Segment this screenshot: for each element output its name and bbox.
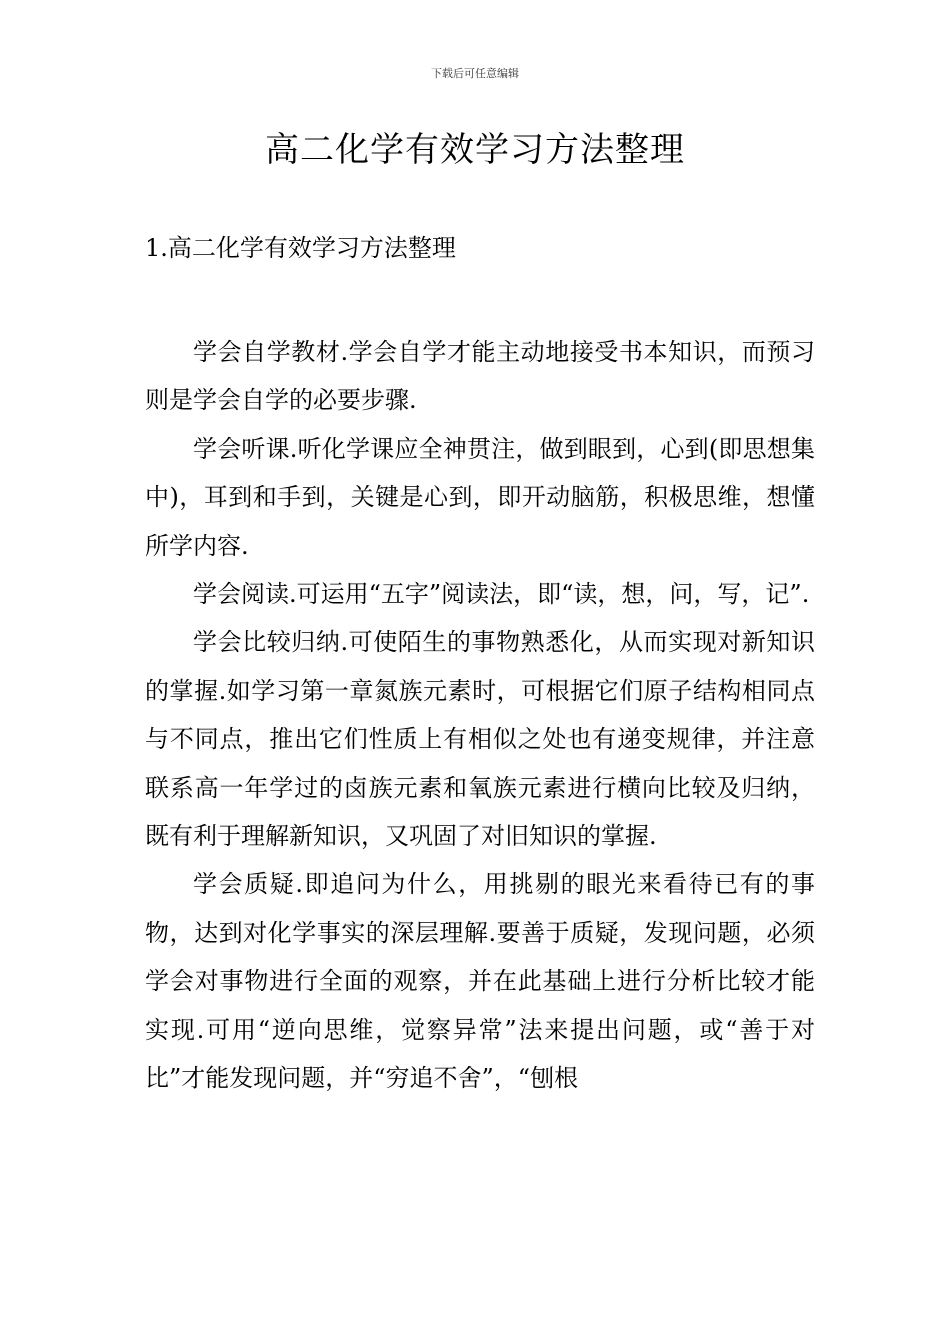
- paragraph-self-study: 学会自学教材.学会自学才能主动地接受书本知识，而预习则是学会自学的必要步骤.: [145, 338, 815, 415]
- paragraph-listening: 学会听课.听化学课应全神贯注，做到眼到，心到(即思想集中)，耳到和手到，关键是心到，即开动脑筋，积极思维，想懂所学内容.: [145, 434, 815, 560]
- paragraph-questioning: 学会质疑.即追问为什么，用挑剔的眼光来看待已有的事物，达到对化学事实的深层理解.要善于质疑，发现问题，必须学会对事物进行全面的观察，并在此基础上进行分析比较才能实现.可用“逆向思维，觉察异常”法来提出问题，或“善于对比”才能发现问题，并“穷追不舍”，“刨根: [145, 870, 815, 1093]
- section-heading: 1.高二化学有效学习方法整理: [145, 234, 456, 262]
- page-header-note: 下载后可任意编辑: [431, 67, 519, 80]
- paragraph-reading: 学会阅读.可运用“五字”阅读法，即“读，想，问，写，记”.: [193, 580, 810, 609]
- paragraph-comparison: 学会比较归纳.可使陌生的事物熟悉化，从而实现对新知识的掌握.如学习第一章氮族元素时，可根据它们原子结构相同点与不同点，推出它们性质上有相似之处也有递变规律，并注意联系高一年学过的卤族元素和氧族元素进行横向比较及归纳，既有利于理解新知识，又巩固了对旧知识的掌握.: [145, 628, 815, 851]
- document-title: 高二化学有效学习方法整理: [265, 130, 685, 170]
- document-body: [145, 328, 815, 1103]
